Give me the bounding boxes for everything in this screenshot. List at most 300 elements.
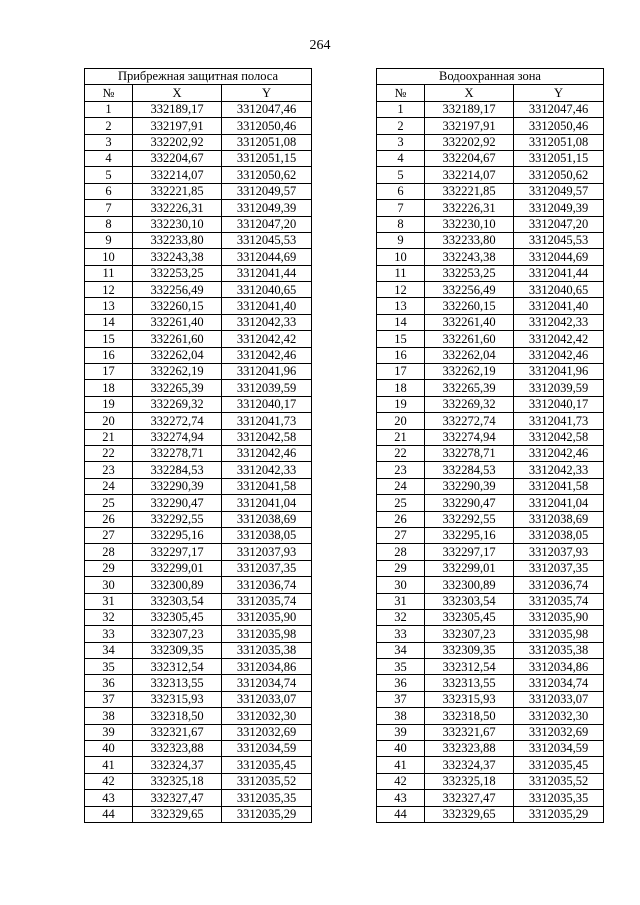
cell-y: 3312032,69: [514, 724, 604, 740]
cell-y: 3312035,29: [222, 806, 312, 822]
table-row: [85, 593, 312, 609]
cell-number: 38: [85, 708, 133, 724]
cell-y: 3312040,65: [222, 282, 312, 298]
cell-x: 332292,55: [425, 511, 514, 527]
cell-x: 332221,85: [425, 183, 514, 199]
cell-y: 3312042,46: [514, 347, 604, 363]
cell-number: 2: [377, 118, 425, 134]
cell-x: 332265,39: [133, 380, 222, 396]
cell-x: 332189,17: [133, 101, 222, 117]
cell-x: 332321,67: [133, 724, 222, 740]
cell-x: 332197,91: [133, 118, 222, 134]
cell-x: 332300,89: [133, 577, 222, 593]
cell-number: 12: [377, 282, 425, 298]
cell-x: 332324,37: [133, 757, 222, 773]
cell-y: 3312035,98: [222, 626, 312, 642]
cell-x: 332284,53: [133, 462, 222, 478]
cell-y: 3312035,74: [222, 593, 312, 609]
table-row: [377, 691, 604, 707]
cell-y: 3312042,33: [222, 462, 312, 478]
table-row: [377, 626, 604, 642]
cell-y: 3312042,42: [222, 331, 312, 347]
cell-y: 3312035,52: [514, 773, 604, 789]
cell-number: 35: [377, 659, 425, 675]
cell-y: 3312032,30: [222, 708, 312, 724]
table-row: [85, 757, 312, 773]
table-row: [85, 560, 312, 576]
table-row: [377, 347, 604, 363]
cell-y: 3312035,45: [222, 757, 312, 773]
table-row: [377, 724, 604, 740]
cell-number: 34: [377, 642, 425, 658]
cell-y: 3312034,74: [222, 675, 312, 691]
cell-x: 332214,07: [133, 167, 222, 183]
cell-number: 23: [377, 462, 425, 478]
table-row: [377, 183, 604, 199]
cell-x: 332313,55: [425, 675, 514, 691]
cell-number: 7: [377, 200, 425, 216]
table-body: [85, 101, 312, 822]
cell-y: 3312051,08: [514, 134, 604, 150]
cell-y: 3312035,90: [514, 609, 604, 625]
cell-x: 332261,40: [425, 314, 514, 330]
cell-x: 332295,16: [425, 527, 514, 543]
cell-number: 27: [85, 527, 133, 543]
cell-x: 332312,54: [133, 659, 222, 675]
cell-x: 332256,49: [133, 282, 222, 298]
table-row: [377, 560, 604, 576]
cell-number: 31: [85, 593, 133, 609]
column-header-y: Y: [514, 85, 604, 101]
table-row: [377, 298, 604, 314]
cell-number: 44: [85, 806, 133, 822]
cell-number: 6: [377, 183, 425, 199]
cell-x: 332197,91: [425, 118, 514, 134]
cell-number: 19: [377, 396, 425, 412]
column-header-x: X: [133, 85, 222, 101]
cell-x: 332318,50: [133, 708, 222, 724]
cell-number: 5: [85, 167, 133, 183]
cell-y: 3312041,44: [514, 265, 604, 281]
cell-x: 332297,17: [133, 544, 222, 560]
table-row: [85, 167, 312, 183]
cell-x: 332325,18: [133, 773, 222, 789]
cell-number: 36: [85, 675, 133, 691]
cell-x: 332327,47: [425, 790, 514, 806]
cell-number: 21: [377, 429, 425, 445]
cell-y: 3312041,04: [514, 495, 604, 511]
table-row: [85, 396, 312, 412]
table-row: [85, 462, 312, 478]
table-row: [85, 527, 312, 543]
cell-y: 3312038,69: [514, 511, 604, 527]
cell-y: 3312037,93: [222, 544, 312, 560]
cell-x: 332324,37: [425, 757, 514, 773]
cell-x: 332226,31: [133, 200, 222, 216]
cell-x: 332233,80: [425, 232, 514, 248]
table-row: [377, 495, 604, 511]
table-row: [377, 118, 604, 134]
cell-y: 3312036,74: [222, 577, 312, 593]
cell-number: 29: [85, 560, 133, 576]
cell-y: 3312035,38: [514, 642, 604, 658]
cell-number: 4: [377, 150, 425, 166]
table-row: [377, 511, 604, 527]
table-row: [377, 101, 604, 117]
table-row: [377, 708, 604, 724]
cell-number: 18: [377, 380, 425, 396]
table-row: [377, 527, 604, 543]
cell-y: 3312040,65: [514, 282, 604, 298]
cell-number: 20: [85, 413, 133, 429]
cell-number: 27: [377, 527, 425, 543]
cell-x: 332303,54: [425, 593, 514, 609]
cell-number: 13: [377, 298, 425, 314]
cell-y: 3312035,98: [514, 626, 604, 642]
table-row: [377, 790, 604, 806]
table-row: [377, 150, 604, 166]
cell-y: 3312034,74: [514, 675, 604, 691]
table-row: [377, 331, 604, 347]
table-row: [85, 200, 312, 216]
cell-x: 332262,19: [425, 364, 514, 380]
cell-y: 3312042,42: [514, 331, 604, 347]
table-row: [85, 216, 312, 232]
table-row: [85, 577, 312, 593]
cell-number: 41: [377, 757, 425, 773]
cell-y: 3312041,40: [514, 298, 604, 314]
cell-number: 4: [85, 150, 133, 166]
cell-x: 332269,32: [425, 396, 514, 412]
cell-x: 332299,01: [425, 560, 514, 576]
table-row: [85, 347, 312, 363]
cell-x: 332260,15: [425, 298, 514, 314]
cell-number: 39: [85, 724, 133, 740]
table-row: [377, 364, 604, 380]
cell-number: 37: [85, 691, 133, 707]
cell-number: 22: [377, 445, 425, 461]
cell-y: 3312034,59: [222, 741, 312, 757]
cell-x: 332303,54: [133, 593, 222, 609]
cell-number: 42: [85, 773, 133, 789]
cell-number: 17: [85, 364, 133, 380]
cell-y: 3312051,15: [222, 150, 312, 166]
cell-x: 332204,67: [133, 150, 222, 166]
cell-y: 3312044,69: [514, 249, 604, 265]
cell-x: 332292,55: [133, 511, 222, 527]
cell-x: 332300,89: [425, 577, 514, 593]
cell-number: 2: [85, 118, 133, 134]
cell-number: 14: [377, 314, 425, 330]
cell-y: 3312038,05: [222, 527, 312, 543]
cell-number: 11: [377, 265, 425, 281]
cell-y: 3312041,96: [222, 364, 312, 380]
cell-y: 3312041,58: [222, 478, 312, 494]
table-row: [85, 265, 312, 281]
table-row: [377, 249, 604, 265]
cell-x: 332305,45: [133, 609, 222, 625]
cell-number: 13: [85, 298, 133, 314]
column-header-x: X: [425, 85, 514, 101]
cell-number: 8: [377, 216, 425, 232]
cell-x: 332261,60: [425, 331, 514, 347]
cell-y: 3312044,69: [222, 249, 312, 265]
cell-y: 3312047,20: [514, 216, 604, 232]
cell-x: 332290,47: [133, 495, 222, 511]
table-row: [85, 150, 312, 166]
cell-number: 9: [85, 232, 133, 248]
cell-y: 3312050,46: [222, 118, 312, 134]
cell-x: 332202,92: [425, 134, 514, 150]
table-row: [377, 265, 604, 281]
cell-number: 6: [85, 183, 133, 199]
table-row: [85, 413, 312, 429]
cell-x: 332260,15: [133, 298, 222, 314]
column-header-y: Y: [222, 85, 312, 101]
cell-y: 3312042,46: [514, 445, 604, 461]
cell-number: 44: [377, 806, 425, 822]
cell-number: 9: [377, 232, 425, 248]
cell-x: 332261,40: [133, 314, 222, 330]
cell-number: 7: [85, 200, 133, 216]
water-protection-zone-table: [376, 68, 604, 823]
cell-x: 332323,88: [133, 741, 222, 757]
table-row: [85, 544, 312, 560]
cell-y: 3312034,86: [222, 659, 312, 675]
cell-number: 42: [377, 773, 425, 789]
cell-y: 3312040,17: [514, 396, 604, 412]
cell-x: 332204,67: [425, 150, 514, 166]
table-title: Прибрежная защитная полоса: [85, 69, 312, 85]
table-row: [85, 642, 312, 658]
cell-y: 3312036,74: [514, 577, 604, 593]
cell-x: 332309,35: [425, 642, 514, 658]
cell-x: 332253,25: [425, 265, 514, 281]
cell-y: 3312035,38: [222, 642, 312, 658]
cell-y: 3312041,96: [514, 364, 604, 380]
table-row: [85, 118, 312, 134]
table-row: [377, 741, 604, 757]
table-row: [85, 429, 312, 445]
table-row: [85, 314, 312, 330]
cell-number: 43: [377, 790, 425, 806]
cell-y: 3312037,35: [222, 560, 312, 576]
table-row: [85, 708, 312, 724]
table-row: [377, 314, 604, 330]
cell-number: 43: [85, 790, 133, 806]
table-row: [85, 134, 312, 150]
cell-x: 332262,04: [133, 347, 222, 363]
cell-y: 3312041,40: [222, 298, 312, 314]
cell-x: 332262,04: [425, 347, 514, 363]
cell-x: 332189,17: [425, 101, 514, 117]
cell-x: 332299,01: [133, 560, 222, 576]
cell-number: 26: [85, 511, 133, 527]
cell-y: 3312041,04: [222, 495, 312, 511]
cell-number: 30: [85, 577, 133, 593]
table-row: [85, 790, 312, 806]
cell-number: 16: [85, 347, 133, 363]
table-row: [377, 429, 604, 445]
cell-y: 3312051,08: [222, 134, 312, 150]
cell-y: 3312049,57: [514, 183, 604, 199]
cell-x: 332261,60: [133, 331, 222, 347]
table-row: [377, 216, 604, 232]
table-row: [377, 773, 604, 789]
cell-x: 332312,54: [425, 659, 514, 675]
cell-x: 332290,47: [425, 495, 514, 511]
cell-y: 3312034,86: [514, 659, 604, 675]
cell-y: 3312033,07: [514, 691, 604, 707]
page-number: 264: [309, 38, 331, 53]
cell-y: 3312049,39: [222, 200, 312, 216]
cell-x: 332278,71: [425, 445, 514, 461]
table-row: [85, 773, 312, 789]
cell-number: 32: [377, 609, 425, 625]
cell-x: 332243,38: [133, 249, 222, 265]
cell-number: 22: [85, 445, 133, 461]
table-row: [85, 298, 312, 314]
table-row: [377, 413, 604, 429]
cell-y: 3312042,33: [514, 462, 604, 478]
cell-y: 3312045,53: [222, 232, 312, 248]
cell-x: 332329,65: [425, 806, 514, 822]
cell-x: 332305,45: [425, 609, 514, 625]
table-row: [85, 691, 312, 707]
table-row: [85, 101, 312, 117]
cell-y: 3312041,73: [222, 413, 312, 429]
table-row: [377, 380, 604, 396]
cell-x: 332214,07: [425, 167, 514, 183]
cell-y: 3312047,20: [222, 216, 312, 232]
table-row: [85, 741, 312, 757]
cell-x: 332230,10: [133, 216, 222, 232]
cell-number: 5: [377, 167, 425, 183]
column-header-number: №: [377, 85, 425, 101]
table-row: [377, 396, 604, 412]
cell-x: 332284,53: [425, 462, 514, 478]
cell-number: 10: [377, 249, 425, 265]
cell-number: 24: [85, 478, 133, 494]
table-row: [85, 626, 312, 642]
cell-x: 332262,19: [133, 364, 222, 380]
cell-y: 3312042,33: [514, 314, 604, 330]
cell-x: 332321,67: [425, 724, 514, 740]
cell-x: 332226,31: [425, 200, 514, 216]
table-row: [85, 380, 312, 396]
cell-y: 3312047,46: [514, 101, 604, 117]
cell-x: 332297,17: [425, 544, 514, 560]
table-row: [377, 659, 604, 675]
cell-number: 28: [85, 544, 133, 560]
cell-number: 21: [85, 429, 133, 445]
table-row: [85, 232, 312, 248]
cell-number: 1: [85, 101, 133, 117]
cell-number: 36: [377, 675, 425, 691]
cell-number: 33: [377, 626, 425, 642]
cell-x: 332274,94: [425, 429, 514, 445]
table-row: [85, 282, 312, 298]
table-row: [377, 478, 604, 494]
cell-number: 28: [377, 544, 425, 560]
cell-x: 332325,18: [425, 773, 514, 789]
coastal-protection-strip-table: [84, 68, 312, 823]
cell-y: 3312039,59: [514, 380, 604, 396]
cell-number: 31: [377, 593, 425, 609]
table-row: [377, 806, 604, 822]
table-row: [85, 249, 312, 265]
cell-y: 3312042,58: [222, 429, 312, 445]
table-row: [85, 478, 312, 494]
cell-y: 3312047,46: [222, 101, 312, 117]
cell-x: 332272,74: [133, 413, 222, 429]
cell-number: 17: [377, 364, 425, 380]
table-row: [377, 200, 604, 216]
cell-number: 11: [85, 265, 133, 281]
cell-x: 332290,39: [133, 478, 222, 494]
table-row: [85, 364, 312, 380]
cell-y: 3312050,62: [514, 167, 604, 183]
cell-number: 15: [85, 331, 133, 347]
cell-x: 332318,50: [425, 708, 514, 724]
cell-number: 40: [85, 741, 133, 757]
cell-y: 3312041,58: [514, 478, 604, 494]
table-row: [85, 724, 312, 740]
cell-x: 332315,93: [133, 691, 222, 707]
table-row: [85, 511, 312, 527]
cell-number: 34: [85, 642, 133, 658]
table-row: [377, 282, 604, 298]
cell-x: 332256,49: [425, 282, 514, 298]
cell-x: 332295,16: [133, 527, 222, 543]
table-row: [377, 544, 604, 560]
cell-x: 332315,93: [425, 691, 514, 707]
cell-number: 19: [85, 396, 133, 412]
cell-x: 332233,80: [133, 232, 222, 248]
table-row: [377, 593, 604, 609]
cell-y: 3312045,53: [514, 232, 604, 248]
table-row: [377, 675, 604, 691]
table-row: [377, 462, 604, 478]
cell-number: 25: [377, 495, 425, 511]
cell-x: 332253,25: [133, 265, 222, 281]
cell-y: 3312037,93: [514, 544, 604, 560]
table-row: [85, 609, 312, 625]
cell-number: 3: [85, 134, 133, 150]
table-row: [377, 167, 604, 183]
cell-number: 10: [85, 249, 133, 265]
cell-number: 1: [377, 101, 425, 117]
cell-x: 332309,35: [133, 642, 222, 658]
cell-y: 3312037,35: [514, 560, 604, 576]
table-row: [85, 445, 312, 461]
table-row: [377, 232, 604, 248]
cell-number: 33: [85, 626, 133, 642]
cell-number: 20: [377, 413, 425, 429]
cell-number: 40: [377, 741, 425, 757]
cell-number: 16: [377, 347, 425, 363]
cell-x: 332230,10: [425, 216, 514, 232]
table-row: [85, 806, 312, 822]
cell-y: 3312032,30: [514, 708, 604, 724]
cell-y: 3312039,59: [222, 380, 312, 396]
cell-number: 37: [377, 691, 425, 707]
cell-y: 3312035,35: [222, 790, 312, 806]
cell-number: 30: [377, 577, 425, 593]
cell-y: 3312038,05: [514, 527, 604, 543]
table-row: [377, 577, 604, 593]
column-header-number: №: [85, 85, 133, 101]
